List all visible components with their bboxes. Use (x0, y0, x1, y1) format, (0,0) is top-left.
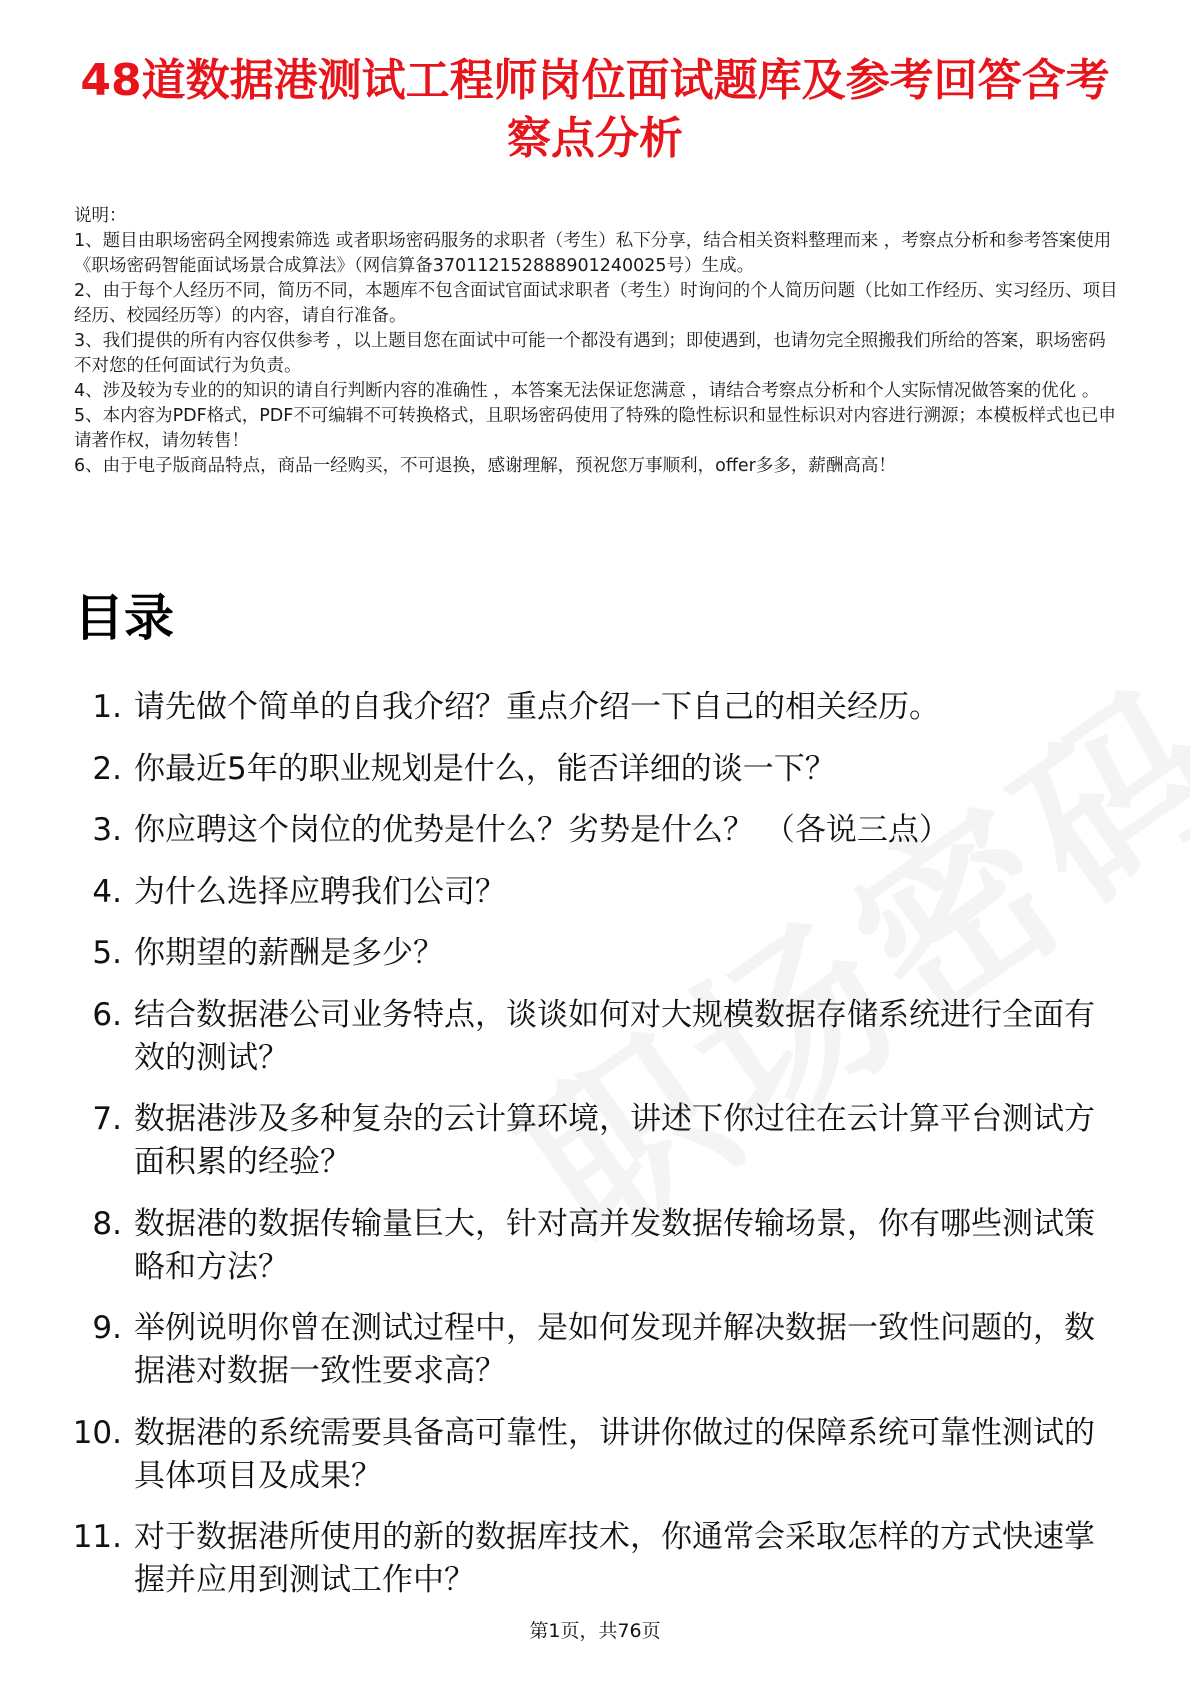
note-item: 6、由于电子版商品特点，商品一经购买，不可退换，感谢理解，预祝您万事顺利，offer多多，薪酬高高！ (74, 456, 896, 476)
toc-item-number: 2. (92, 750, 122, 787)
toc-item-text: 为什么选择应聘我们公司？ (134, 873, 506, 910)
note-item: 3、我们提供的所有内容仅供参考 ，以上题目您在面试中可能一个都没有遇到；即使遇到，也请勿完全照搬我们所给的答案，职场密码不对您的任何面试行为负责。 (74, 331, 1106, 376)
toc-item[interactable] (60, 1203, 1120, 1289)
toc-item-text: 举例说明你曾在测试过程中，是如何发现并解决数据一致性问题的，数据港对数据一致性要求高？ (134, 1310, 1095, 1389)
note-item: 4、涉及较为专业的的知识的请自行判断内容的准确性 ，本答案无法保证您满意 ，请结合考察点分析和个人实际情况做答案的优化 。 (74, 381, 1100, 401)
toc-item[interactable] (60, 1307, 1120, 1393)
toc-item-number: 4. (92, 873, 122, 910)
page-footer: 第1页，共76页 (529, 1620, 661, 1642)
toc-item[interactable] (60, 871, 1120, 914)
toc-item-number: 3. (92, 812, 122, 848)
toc-item[interactable] (60, 1098, 1120, 1184)
toc-item-number: 1. (92, 689, 122, 725)
toc-item[interactable] (60, 809, 1120, 852)
toc-item-number: 8. (92, 1205, 122, 1242)
toc-item-number: 10. (72, 1414, 122, 1451)
toc-item-number: 11. (72, 1519, 122, 1555)
toc-item-text: 数据港的系统需要具备高可靠性，讲讲你做过的保障系统可靠性测试的具体项目及成果？ (134, 1414, 1095, 1494)
toc-item-number: 9. (92, 1310, 122, 1346)
toc-item[interactable] (60, 748, 1120, 791)
toc-item-text: 结合数据港公司业务特点，谈谈如何对大规模数据存储系统进行全面有效的测试？ (134, 996, 1095, 1076)
notes-section (74, 204, 1120, 479)
note-item: 1、题目由职场密码全网搜索筛选 或者职场密码服务的求职者（考生）私下分享，结合相关资料整理而来 ，考察点分析和参考答案使用《职场密码智能面试场景合成算法》（网信算备370112152888901240025号）生成。 (74, 231, 1112, 276)
toc-item[interactable] (60, 686, 1120, 729)
note-item: 5、本内容为PDF格式，PDF不可编辑不可转换格式，且职场密码使用了特殊的隐性标识和显性标识对内容进行溯源；本模板样式也已申请著作权，请勿转售！ (74, 406, 1116, 451)
toc-item-text: 数据港涉及多种复杂的云计算环境，讲述下你过往在云计算平台测试方面积累的经验？ (134, 1101, 1095, 1180)
toc-item-text: 你应聘这个岗位的优势是什么？劣势是什么？ （各说三点） (134, 812, 950, 848)
toc-item-number: 5. (92, 935, 122, 971)
toc-item-text: 数据港的数据传输量巨大，针对高并发数据传输场景，你有哪些测试策略和方法？ (134, 1205, 1095, 1285)
toc-item-text: 你最近5年的职业规划是什么，能否详细的谈一下？ (134, 750, 836, 787)
notes-heading: 说明： (74, 206, 127, 226)
toc-item[interactable] (60, 932, 1120, 975)
toc-item[interactable] (60, 1412, 1120, 1498)
toc-item-number: 7. (92, 1101, 122, 1137)
toc-item[interactable] (60, 1516, 1120, 1602)
toc-heading: 目录 (74, 589, 174, 647)
toc-item[interactable] (60, 994, 1120, 1080)
toc-item-number: 6. (92, 996, 122, 1033)
toc-item-text: 你期望的薪酬是多少？ (134, 935, 444, 971)
page-title: 48道数据港测试工程师岗位面试题库及参考回答含考察点分析 (80, 55, 1110, 164)
toc-item-text: 请先做个简单的自我介绍？重点介绍一下自己的相关经历。 (134, 689, 940, 725)
toc-item-text: 对于数据港所使用的新的数据库技术，你通常会采取怎样的方式快速掌握并应用到测试工作中？ (134, 1519, 1095, 1598)
note-item: 2、由于每个人经历不同，简历不同，本题库不包含面试官面试求职者（考生）时询问的个人简历问题（比如工作经历、实习经历、项目经历、校园经历等）的内容，请自行准备。 (74, 281, 1118, 326)
toc-list (60, 686, 1120, 1621)
